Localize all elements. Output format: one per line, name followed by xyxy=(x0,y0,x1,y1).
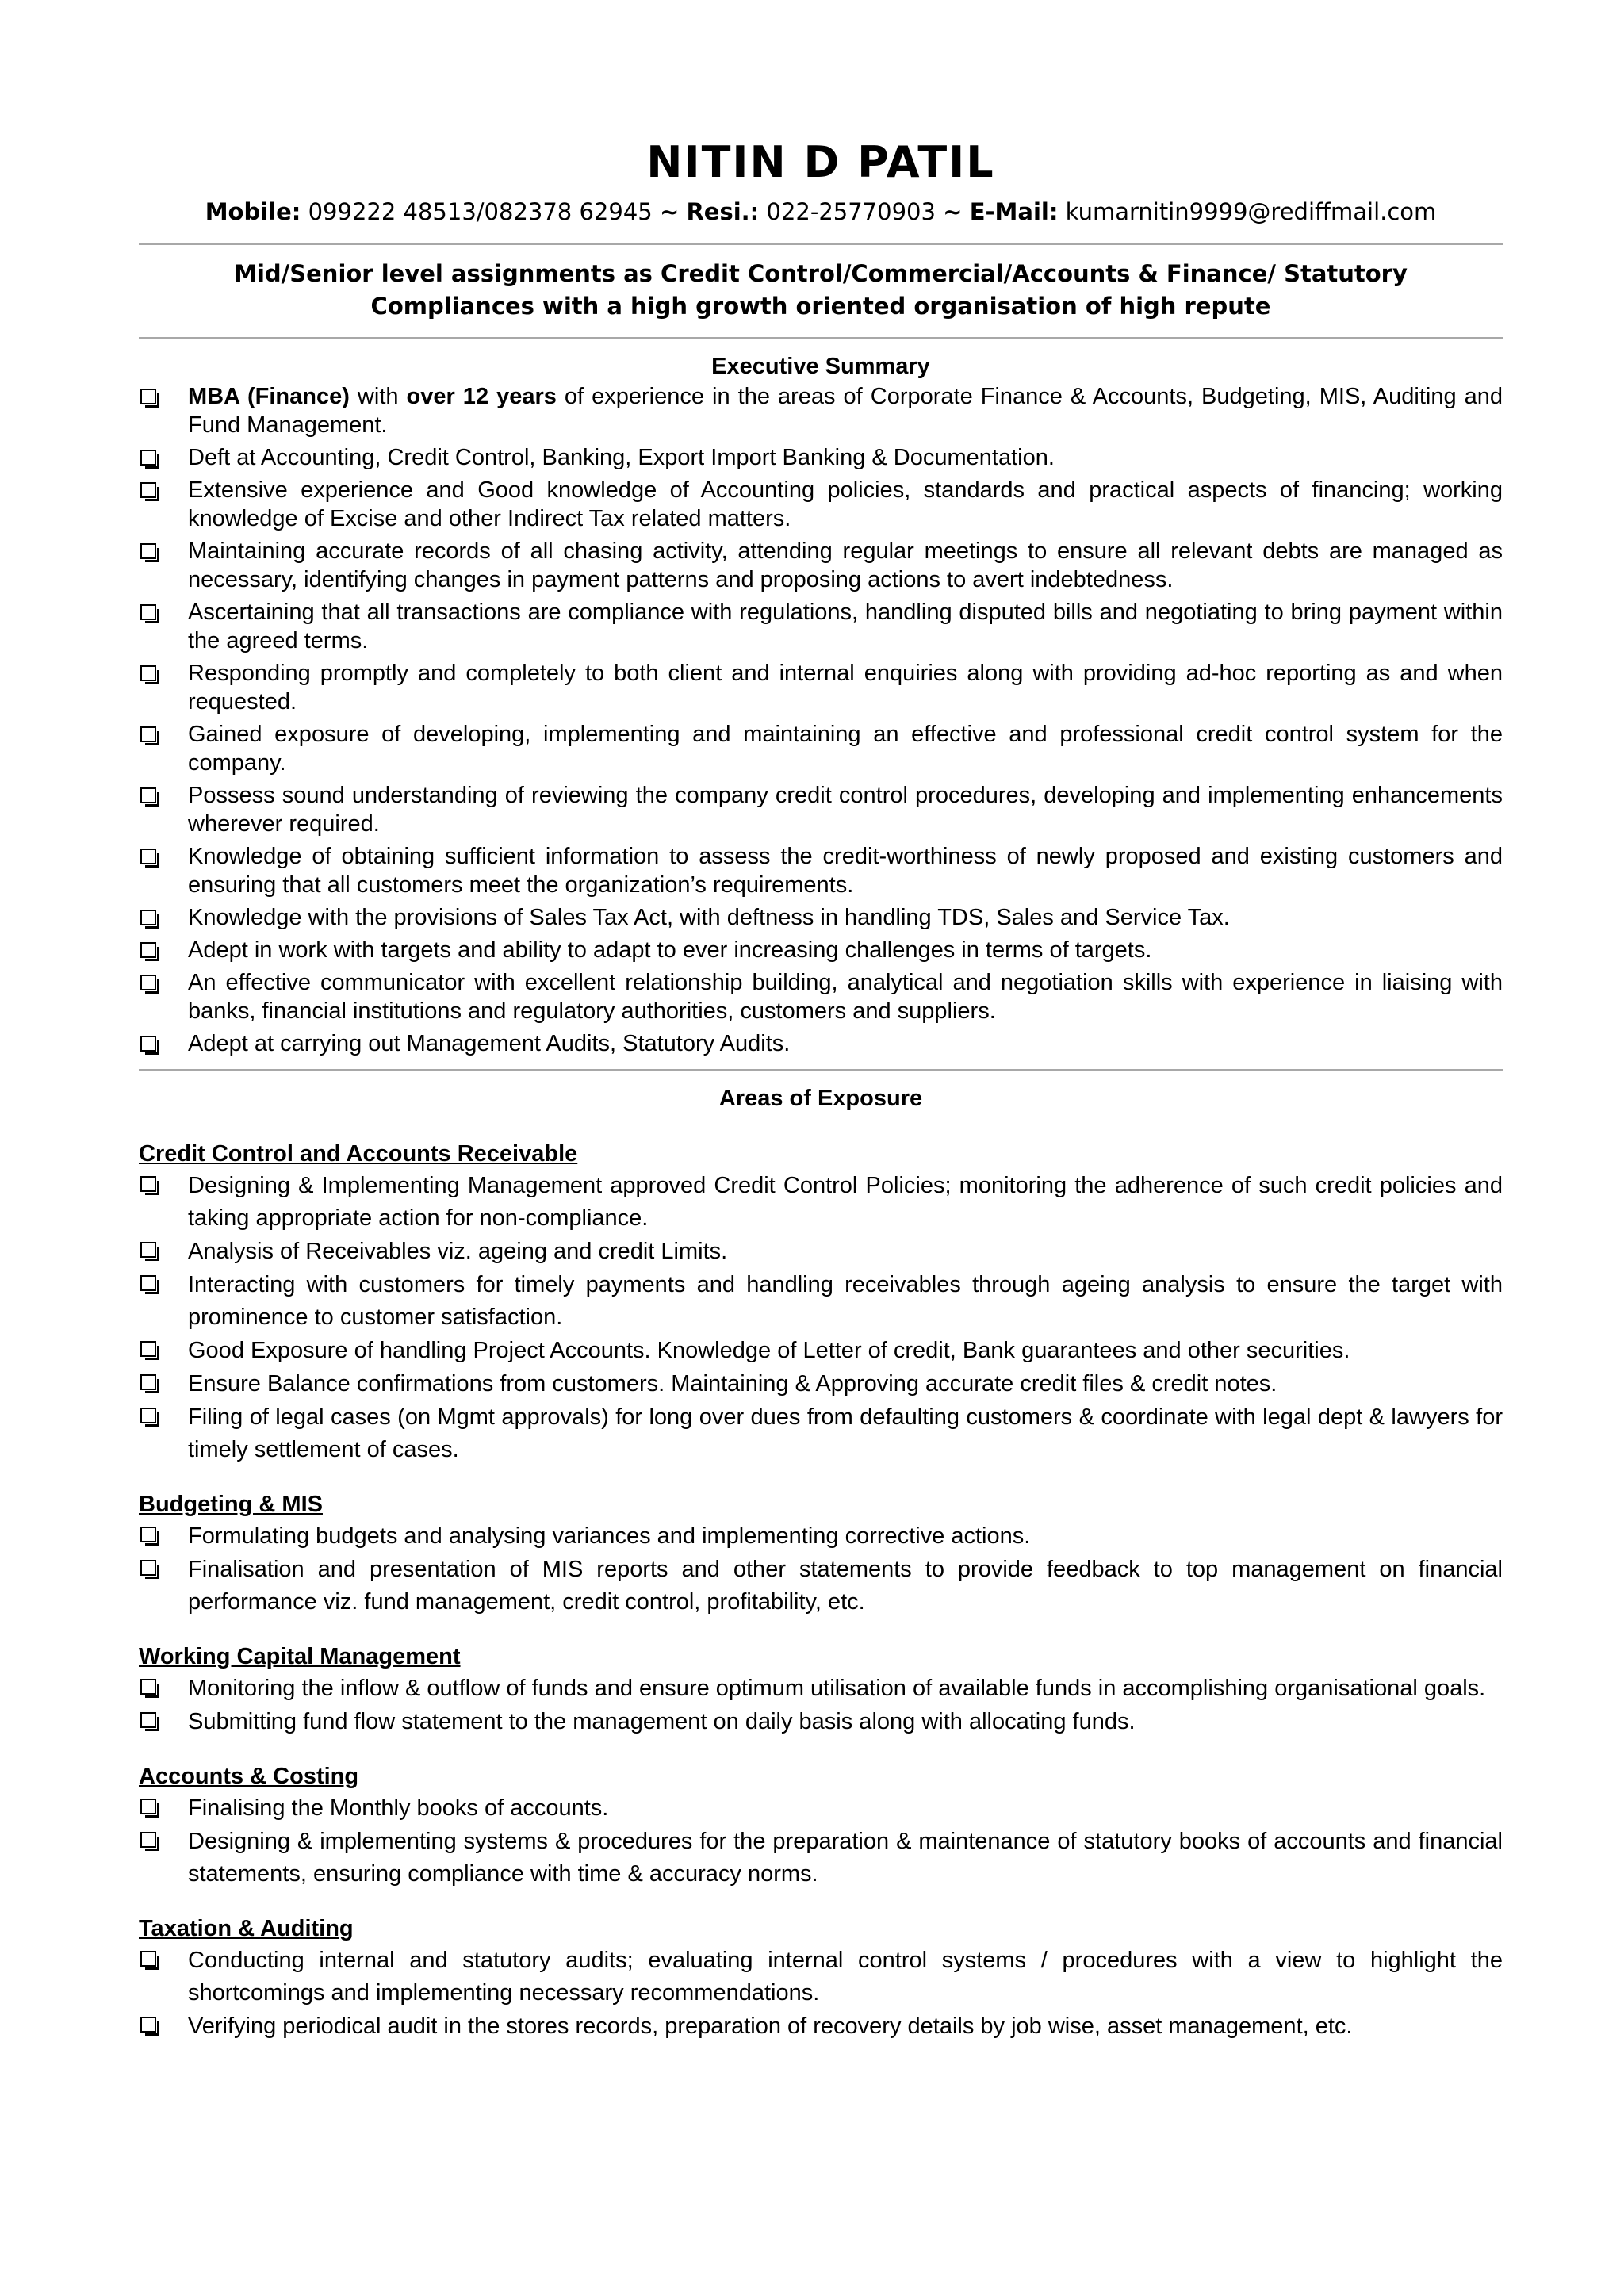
list-item xyxy=(139,1170,1503,1235)
checkbox-bullet-icon xyxy=(140,1832,156,1848)
list-item xyxy=(139,1944,1503,2010)
item-text: Designing & Implementing Management approved Credit Control Policies; monitoring the adherence of such credit policies and taking appropriate action for non-compliance. xyxy=(188,1173,1503,1231)
list-item xyxy=(139,1672,1503,1705)
executive-summary-list xyxy=(139,382,1503,1058)
separator: ~ xyxy=(659,198,680,225)
exposure-list xyxy=(139,1792,1503,1891)
item-text: Conducting internal and statutory audits; evaluating internal control systems / procedures with a view to highlight the shortcomings and implementing necessary recommendations. xyxy=(188,1948,1503,2006)
checkbox-bullet-icon xyxy=(140,1560,156,1576)
list-item xyxy=(139,1706,1503,1738)
item-text: Submitting fund flow statement to the management on daily basis along with allocating funds. xyxy=(188,1709,1136,1734)
checkbox-bullet-icon xyxy=(140,1408,156,1423)
exposure-list xyxy=(139,1944,1503,2043)
item-text: Monitoring the inflow & outflow of funds and ensure optimum utilisation of available funds in accomplishing organisational goals. xyxy=(188,1676,1486,1701)
checkbox-bullet-icon xyxy=(140,849,156,864)
list-item xyxy=(139,2010,1503,2043)
bold-text: over 12 years xyxy=(406,384,557,409)
item-text: An effective communicator with excellent relationship building, analytical and negotiation skills with experience in liaising with banks, financial institutions and regulatory authorities, customers and suppliers. xyxy=(188,970,1503,1024)
list-item xyxy=(139,781,1503,838)
item-text: Extensive experience and Good knowledge of Accounting policies, standards and practical aspects of financing; working knowledge of Excise and other Indirect Tax related matters. xyxy=(188,477,1503,531)
checkbox-bullet-icon xyxy=(140,1275,156,1291)
email-label: E-Mail: xyxy=(969,198,1059,225)
checkbox-bullet-icon xyxy=(140,942,156,958)
item-text: Knowledge of obtaining sufficient information to assess the credit-worthiness of newly proposed and existing customers and ensuring that all customers meet the organization’s requirements. xyxy=(188,844,1503,898)
bold-text: MBA (Finance) xyxy=(188,384,350,409)
list-item xyxy=(139,537,1503,594)
exposure-subheading: Budgeting & MIS xyxy=(139,1492,323,1517)
contact-line xyxy=(139,195,1503,228)
item-text: Analysis of Receivables viz. ageing and credit Limits. xyxy=(188,1239,728,1264)
areas-of-exposure-title: Areas of Exposure xyxy=(718,1086,923,1111)
item-text: Deft at Accounting, Credit Control, Banking, Export Import Banking & Documentation. xyxy=(188,445,1055,470)
checkbox-bullet-icon xyxy=(140,543,156,559)
candidate-name: NITIN D PATIL xyxy=(646,137,995,187)
exposure-subheading: Credit Control and Accounts Receivable xyxy=(139,1141,578,1167)
item-text: Responding promptly and completely to both client and internal enquiries along with providing ad-hoc reporting as and when requested. xyxy=(188,661,1503,715)
list-item xyxy=(139,443,1503,472)
item-text: Gained exposure of developing, implementing and maintaining an effective and professional credit control system for the company. xyxy=(188,722,1503,776)
list-item xyxy=(139,1029,1503,1058)
list-item xyxy=(139,1236,1503,1268)
exposure-sections xyxy=(139,1138,1503,2043)
executive-summary-title: Executive Summary xyxy=(711,354,930,379)
item-text: of experience in the areas of Corporate Finance & Accounts, Budgeting, MIS, Auditing and Fund Management. xyxy=(188,384,1503,438)
list-item xyxy=(139,1368,1503,1400)
item-text: with xyxy=(349,384,407,409)
checkbox-bullet-icon xyxy=(140,1176,156,1192)
item-text: Knowledge with the provisions of Sales Tax Act, with deftness in handling TDS, Sales and Service Tax. xyxy=(188,905,1230,930)
exposure-subheading: Working Capital Management xyxy=(139,1644,461,1669)
checkbox-bullet-icon xyxy=(140,975,156,990)
list-item xyxy=(139,842,1503,899)
list-item xyxy=(139,968,1503,1025)
checkbox-bullet-icon xyxy=(140,2017,156,2033)
checkbox-bullet-icon xyxy=(140,1799,156,1814)
checkbox-bullet-icon xyxy=(140,1679,156,1695)
exposure-list xyxy=(139,1170,1503,1466)
checkbox-bullet-icon xyxy=(140,1036,156,1052)
email-value: kumarnitin9999@rediffmail.com xyxy=(1065,198,1437,225)
resi-value: 022-25770903 xyxy=(766,198,936,225)
checkbox-bullet-icon xyxy=(140,1341,156,1357)
item-text: Ascertaining that all transactions are compliance with regulations, handling disputed bills and negotiating to bring payment within the agreed terms. xyxy=(188,600,1503,653)
checkbox-bullet-icon xyxy=(140,787,156,803)
checkbox-bullet-icon xyxy=(140,1951,156,1967)
item-text: Ensure Balance confirmations from customers. Maintaining & Approving accurate credit files & credit notes. xyxy=(188,1371,1277,1397)
checkbox-bullet-icon xyxy=(140,665,156,681)
checkbox-bullet-icon xyxy=(140,450,156,466)
item-text: Designing & implementing systems & procedures for the preparation & maintenance of statutory books of accounts and financial statements, ensuring compliance with time & accuracy norms. xyxy=(188,1829,1503,1887)
exposure-list xyxy=(139,1672,1503,1738)
resi-label: Resi.: xyxy=(686,198,760,225)
list-item xyxy=(139,1401,1503,1466)
objective-line-2: Compliances with a high growth oriented organisation of high repute xyxy=(370,293,1271,320)
checkbox-bullet-icon xyxy=(140,910,156,925)
checkbox-bullet-icon xyxy=(140,482,156,498)
item-text: Adept in work with targets and ability to adapt to ever increasing challenges in terms of targets. xyxy=(188,937,1152,963)
list-item xyxy=(139,1520,1503,1553)
career-objective xyxy=(139,245,1503,337)
resume-page xyxy=(139,135,1503,2044)
exposure-subheading: Accounts & Costing xyxy=(139,1764,359,1789)
item-text: Finalising the Monthly books of accounts. xyxy=(188,1795,609,1821)
exposure-list xyxy=(139,1520,1503,1619)
list-item xyxy=(139,936,1503,964)
checkbox-bullet-icon xyxy=(140,1242,156,1258)
checkbox-bullet-icon xyxy=(140,389,156,404)
list-item xyxy=(139,1792,1503,1825)
mobile-label: Mobile: xyxy=(205,198,301,225)
item-text: Formulating budgets and analysing variances and implementing corrective actions. xyxy=(188,1523,1031,1549)
list-item xyxy=(139,659,1503,716)
item-text: Maintaining accurate records of all chasing activity, attending regular meetings to ensure all relevant debts are managed as necessary, identifying changes in payment patterns and proposing actions to avert indebtedness. xyxy=(188,538,1503,592)
list-item xyxy=(139,720,1503,777)
item-text: Verifying periodical audit in the stores records, preparation of recovery details by job wise, asset management, etc. xyxy=(188,2013,1353,2039)
item-text: Possess sound understanding of reviewing the company credit control procedures, developing and implementing enhancements wherever required. xyxy=(188,783,1503,837)
checkbox-bullet-icon xyxy=(140,1712,156,1728)
list-item xyxy=(139,903,1503,932)
list-item xyxy=(139,1335,1503,1367)
checkbox-bullet-icon xyxy=(140,726,156,742)
item-text: Finalisation and presentation of MIS reports and other statements to provide feedback to top management on financial performance viz. fund management, credit control, profitability, etc. xyxy=(188,1557,1503,1615)
item-text: Interacting with customers for timely payments and handling receivables through ageing analysis to ensure the target with prominence to customer satisfaction. xyxy=(188,1272,1503,1330)
objective-line-1: Mid/Senior level assignments as Credit Control/Commercial/Accounts & Finance/ Statutory xyxy=(234,260,1408,287)
list-item xyxy=(139,1826,1503,1891)
item-text: Adept at carrying out Management Audits, Statutory Audits. xyxy=(188,1031,791,1056)
checkbox-bullet-icon xyxy=(140,1527,156,1542)
separator: ~ xyxy=(943,198,963,225)
exposure-subheading: Taxation & Auditing xyxy=(139,1916,354,1941)
list-item xyxy=(139,1554,1503,1619)
item-text: Filing of legal cases (on Mgmt approvals) for long over dues from defaulting customers & coordinate with legal dept & lawyers for timely settlement of cases. xyxy=(188,1404,1503,1462)
item-text: Good Exposure of handling Project Accounts. Knowledge of Letter of credit, Bank guarantees and other securities. xyxy=(188,1338,1350,1363)
list-item xyxy=(139,476,1503,533)
checkbox-bullet-icon xyxy=(140,604,156,620)
checkbox-bullet-icon xyxy=(140,1374,156,1390)
list-item xyxy=(139,598,1503,655)
mobile-value: 099222 48513/082378 62945 xyxy=(308,198,653,225)
list-item xyxy=(139,1269,1503,1334)
list-item xyxy=(139,382,1503,439)
